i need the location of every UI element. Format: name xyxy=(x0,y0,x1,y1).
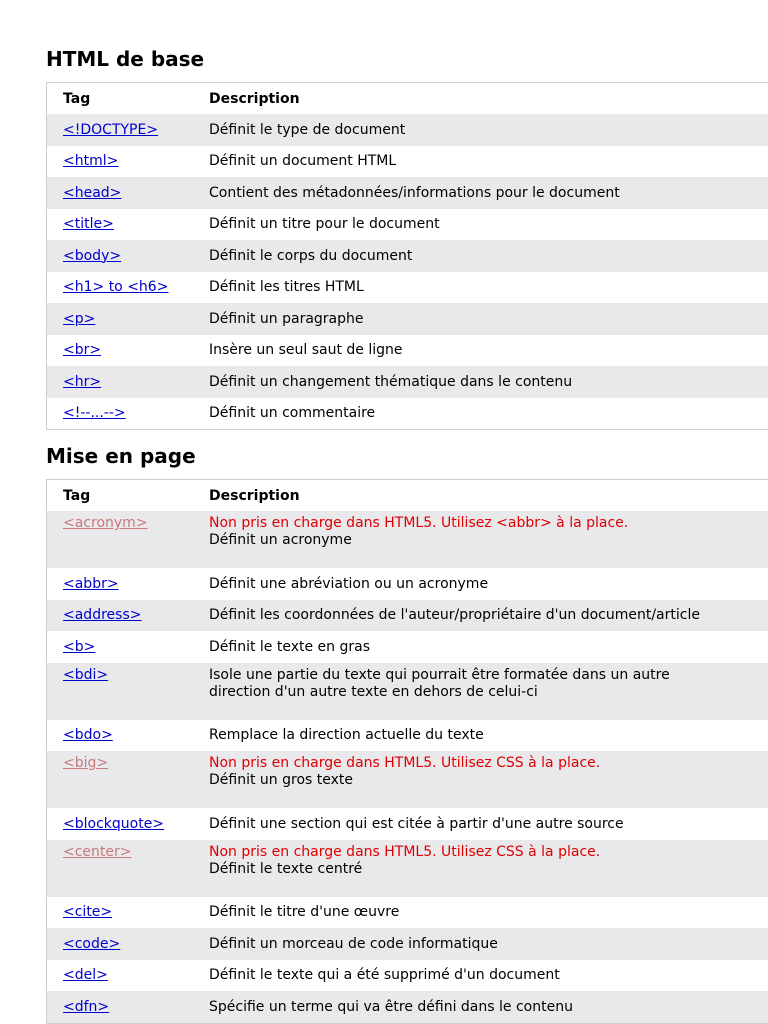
formatting-table xyxy=(46,479,768,1024)
tag-link-p[interactable]: <p> xyxy=(63,310,96,327)
tag-link-big[interactable]: <big> xyxy=(63,755,109,771)
table-header-row xyxy=(47,480,768,512)
tag-description: Remplace la direction actuelle du texte xyxy=(209,727,484,744)
tag-link-dfn[interactable]: <dfn> xyxy=(63,998,110,1015)
table-row xyxy=(47,146,768,178)
tag-description-continued: direction d'un autre texte en dehors de celui-ci xyxy=(209,683,538,700)
tag-description: Définit une abréviation ou un acronyme xyxy=(209,575,489,592)
table-row xyxy=(47,631,768,663)
tag-link-blockquote[interactable]: <blockquote> xyxy=(63,815,165,832)
tag-link-hr[interactable]: <hr> xyxy=(63,373,102,390)
table-row xyxy=(47,928,768,960)
deprecation-warning: Non pris en charge dans HTML5. Utilisez <abbr> à la place. xyxy=(209,515,629,531)
tag-description: Définit un gros texte xyxy=(209,772,353,788)
tag-description: Définit le texte en gras xyxy=(209,638,371,655)
table-row xyxy=(47,840,768,897)
tag-link-bdi[interactable]: <bdi> xyxy=(63,666,109,683)
tag-link-title[interactable]: <title> xyxy=(63,216,114,233)
tag-link-headings[interactable]: <h1> to <h6> xyxy=(63,279,169,296)
tag-description: Isole une partie du texte qui pourrait être formatée dans un autre xyxy=(209,666,670,683)
tag-description: Définit un titre pour le document xyxy=(209,216,440,233)
tag-link-cite[interactable]: <cite> xyxy=(63,904,113,921)
tag-link-center[interactable]: <center> xyxy=(63,843,132,860)
tag-description: Insère un seul saut de ligne xyxy=(209,342,403,359)
tag-description: Définit le texte centré xyxy=(209,860,363,877)
table-row xyxy=(47,751,768,808)
table-row xyxy=(47,897,768,929)
tag-description: Définit le texte qui a été supprimé d'un document xyxy=(209,967,560,984)
html-basics-table xyxy=(46,82,768,430)
table-header-row xyxy=(47,83,768,115)
column-header-description: Description xyxy=(209,90,300,107)
tag-link-html[interactable]: <html> xyxy=(63,153,119,170)
tag-link-doctype[interactable]: <!DOCTYPE> xyxy=(63,121,159,138)
tag-link-head[interactable]: <head> xyxy=(63,184,122,201)
tag-description: Définit un document HTML xyxy=(209,153,397,170)
table-row xyxy=(47,209,768,241)
table-row xyxy=(47,568,768,600)
table-row xyxy=(47,335,768,367)
column-header-description: Description xyxy=(209,487,300,504)
tag-link-body[interactable]: <body> xyxy=(63,247,122,264)
table-row xyxy=(47,272,768,304)
table-row xyxy=(47,366,768,398)
table-row xyxy=(47,114,768,146)
section-title-mise-en-page: Mise en page xyxy=(46,444,196,468)
tag-description: Contient des métadonnées/informations pour le document xyxy=(209,184,620,201)
table-row xyxy=(47,177,768,209)
tag-description: Définit le titre d'une œuvre xyxy=(209,904,400,921)
table-row xyxy=(47,600,768,632)
tag-link-bdo[interactable]: <bdo> xyxy=(63,727,113,744)
table-row xyxy=(47,398,768,430)
table-row xyxy=(47,808,768,840)
table-row xyxy=(47,991,768,1023)
tag-link-del[interactable]: <del> xyxy=(63,967,108,984)
table-row xyxy=(47,303,768,335)
tag-description: Définit les coordonnées de l'auteur/propriétaire d'un document/article xyxy=(209,607,700,624)
tag-link-address[interactable]: <address> xyxy=(63,607,142,624)
tag-description: Définit un paragraphe xyxy=(209,310,364,327)
tag-description: Définit un acronyme xyxy=(209,532,352,548)
tag-link-comment[interactable]: <!--...--> xyxy=(63,405,126,422)
table-row xyxy=(47,240,768,272)
column-header-tag: Tag xyxy=(63,487,91,504)
table-row xyxy=(47,720,768,752)
tag-description: Définit un morceau de code informatique xyxy=(209,935,498,952)
tag-link-b[interactable]: <b> xyxy=(63,638,96,655)
table-row xyxy=(47,960,768,992)
tag-description: Définit le corps du document xyxy=(209,247,413,264)
table-row xyxy=(47,663,768,720)
deprecation-warning: Non pris en charge dans HTML5. Utilisez CSS à la place. xyxy=(209,843,601,860)
section-title-html-de-base: HTML de base xyxy=(46,47,205,71)
tag-description: Définit un commentaire xyxy=(209,405,376,422)
tag-description: Définit une section qui est citée à partir d'une autre source xyxy=(209,815,624,832)
column-header-tag: Tag xyxy=(63,90,91,107)
tag-link-code[interactable]: <code> xyxy=(63,935,121,952)
tag-description: Définit un changement thématique dans le contenu xyxy=(209,373,573,390)
deprecation-warning: Non pris en charge dans HTML5. Utilisez CSS à la place. xyxy=(209,755,601,771)
table-row xyxy=(47,511,768,568)
tag-description: Spécifie un terme qui va être défini dans le contenu xyxy=(209,998,573,1015)
tag-link-acronym[interactable]: <acronym> xyxy=(63,515,148,531)
tag-description: Définit le type de document xyxy=(209,121,406,138)
tag-link-abbr[interactable]: <abbr> xyxy=(63,575,119,592)
tag-description: Définit les titres HTML xyxy=(209,279,364,296)
tag-link-br[interactable]: <br> xyxy=(63,342,102,359)
